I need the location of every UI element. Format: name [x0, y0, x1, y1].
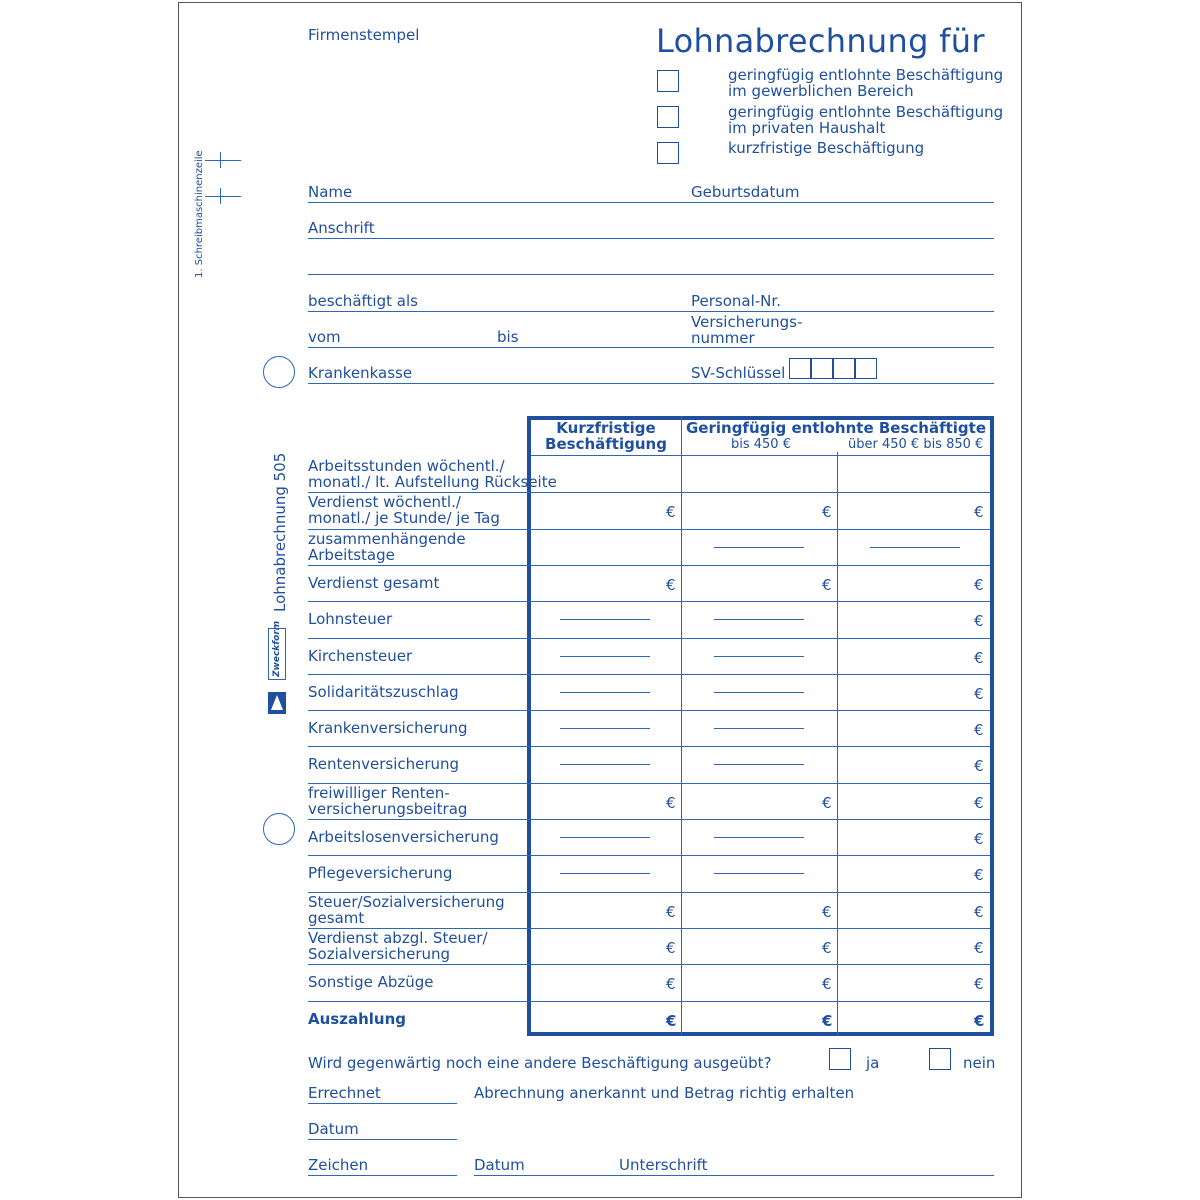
euro-sign: €	[822, 503, 832, 522]
option-privathaushalt-line1: geringfügig entlohnte Beschäftigung	[728, 103, 1004, 121]
not-applicable-dash	[560, 728, 650, 729]
brand-box	[268, 620, 286, 680]
datum-left-label: Datum	[308, 1120, 359, 1138]
euro-sign: €	[666, 1011, 677, 1030]
euro-sign: €	[666, 793, 676, 812]
personal-nr-label: Personal-Nr.	[691, 292, 781, 310]
euro-sign: €	[822, 793, 832, 812]
euro-sign: €	[974, 793, 984, 812]
row-label: Verdienst gesamt	[308, 573, 440, 592]
product-name-label: Lohnabrechnung 505	[271, 452, 289, 612]
euro-sign: €	[666, 503, 676, 522]
errechnet-field-line[interactable]	[308, 1103, 457, 1104]
table-row-divider	[308, 746, 990, 747]
row-label: Lohnsteuer	[308, 610, 393, 629]
euro-sign: €	[974, 902, 984, 921]
euro-sign: €	[974, 684, 984, 703]
anschrift-field-line[interactable]	[308, 238, 994, 239]
anschrift-label: Anschrift	[308, 219, 375, 237]
checkbox-ja[interactable]	[829, 1048, 851, 1070]
euro-sign: €	[822, 1011, 833, 1030]
table-col-divider-1	[681, 416, 682, 1036]
row-label-line2: gesamt	[308, 908, 365, 927]
not-applicable-dash	[714, 656, 804, 657]
beschaeftigt-field-line[interactable]	[308, 311, 994, 312]
col3-subheader: über 450 € bis 850 €	[848, 437, 984, 452]
table-row-divider	[308, 1001, 990, 1002]
krankenkasse-field-line[interactable]	[308, 383, 994, 384]
table-frame	[527, 416, 994, 1036]
not-applicable-dash	[714, 837, 804, 838]
beschaeftigt-als-label: beschäftigt als	[308, 292, 418, 310]
name-field-line[interactable]	[308, 202, 994, 203]
vom-bis-field-line[interactable]	[308, 347, 994, 348]
brand-label: Zweckform	[272, 620, 282, 677]
sv-schluessel-box-3[interactable]	[833, 358, 855, 379]
typewriter-mark-1	[205, 160, 241, 161]
unterschrift-field-line[interactable]	[474, 1175, 994, 1176]
not-applicable-dash	[560, 619, 650, 620]
euro-sign: €	[974, 503, 984, 522]
geburtsdatum-label: Geburtsdatum	[691, 183, 800, 201]
punch-hole-bottom	[263, 813, 295, 845]
not-applicable-dash	[560, 764, 650, 765]
option-kurzfristig-label: kurzfristige Beschäftigung	[728, 139, 925, 157]
row-label-line2: Arbeitstage	[308, 545, 395, 564]
not-applicable-dash	[714, 619, 804, 620]
col1-header-line1: Kurzfristige	[556, 419, 656, 437]
row-label: Arbeitslosenversicherung	[308, 828, 499, 846]
option-gewerblich-line1: geringfügig entlohnte Beschäftigung	[728, 66, 1004, 84]
andere-beschaeftigung-question: Wird gegenwärtig noch eine andere Beschäftigung ausgeübt?	[308, 1054, 772, 1072]
not-applicable-dash	[714, 873, 804, 874]
table-header-divider	[531, 455, 990, 456]
table-row-divider	[308, 964, 990, 965]
not-applicable-dash	[560, 656, 650, 657]
option-gewerblich-line2: im gewerblichen Bereich	[728, 82, 914, 100]
row-label: Auszahlung	[308, 1009, 406, 1028]
firmenstempel-label: Firmenstempel	[308, 26, 420, 44]
sv-schluessel-box-2[interactable]	[811, 358, 833, 379]
zeichen-label: Zeichen	[308, 1156, 369, 1174]
row-label: Arbeitsstunden wöchentl./	[308, 457, 505, 475]
not-applicable-dash	[714, 764, 804, 765]
row-label: Pflegeversicherung	[308, 864, 453, 883]
euro-sign: €	[666, 902, 676, 921]
sv-schluessel-label: SV-Schlüssel	[691, 364, 786, 382]
euro-sign: €	[666, 575, 676, 594]
unterschrift-label: Unterschrift	[619, 1156, 708, 1174]
name-label: Name	[308, 183, 353, 201]
table-row-divider	[308, 638, 990, 639]
euro-sign: €	[974, 866, 984, 885]
checkbox-nein[interactable]	[929, 1048, 951, 1070]
checkbox-kurzfristig[interactable]	[657, 142, 679, 164]
option-privathaushalt-line2: im privaten Haushalt	[728, 119, 886, 137]
euro-sign: €	[822, 902, 832, 921]
row-label: Krankenversicherung	[308, 719, 468, 738]
nein-label: nein	[963, 1054, 996, 1072]
row-label-line2: monatl./ je Stunde/ je Tag	[308, 509, 500, 528]
euro-sign: €	[974, 575, 984, 594]
table-row-divider	[308, 855, 990, 856]
versicherungsnummer-label-2: nummer	[691, 329, 755, 347]
euro-sign: €	[822, 938, 832, 957]
not-applicable-dash	[560, 692, 650, 693]
table-col-divider-2	[837, 452, 838, 1036]
row-label: zusammenhängende	[308, 529, 466, 548]
anschrift-field-line-2[interactable]	[308, 274, 994, 275]
datum-right-label: Datum	[474, 1156, 525, 1174]
not-applicable-dash	[714, 728, 804, 729]
euro-sign: €	[666, 975, 676, 994]
row-label: Verdienst abzgl. Steuer/	[308, 928, 488, 947]
not-applicable-dash	[870, 547, 960, 548]
col23-header: Geringfügig entlohnte Beschäftigte	[685, 419, 987, 437]
row-label-line2: monatl./ lt. Aufstellung Rückseite	[308, 473, 557, 491]
datum-left-field-line[interactable]	[308, 1139, 457, 1140]
zeichen-field-line[interactable]	[308, 1175, 457, 1176]
errechnet-label: Errechnet	[308, 1084, 381, 1102]
euro-sign: €	[974, 757, 984, 776]
euro-sign: €	[974, 830, 984, 848]
euro-sign: €	[822, 575, 832, 594]
not-applicable-dash	[560, 837, 650, 838]
row-label: Sonstige Abzüge	[308, 973, 434, 992]
row-label: Steuer/Sozialversicherung	[308, 892, 505, 911]
table-row-divider	[308, 819, 990, 820]
row-label-line2: versicherungsbeitrag	[308, 799, 468, 818]
row-label: Kirchensteuer	[308, 646, 413, 665]
not-applicable-dash	[714, 547, 804, 548]
ja-label: ja	[866, 1054, 880, 1072]
sv-schluessel-box-1[interactable]	[789, 358, 811, 379]
table-row-divider	[308, 565, 990, 566]
row-label: Verdienst wöchentl./	[308, 493, 461, 512]
checkbox-gewerblich[interactable]	[657, 70, 679, 92]
row-label: Solidaritätszuschlag	[308, 682, 459, 701]
table-row-divider	[308, 710, 990, 711]
checkbox-privathaushalt[interactable]	[657, 106, 679, 128]
schreibmaschinenzeile-label: 1. Schreibmaschinenzeile	[194, 150, 205, 278]
versicherungsnummer-label-1: Versicherungs-	[691, 313, 803, 331]
not-applicable-dash	[560, 873, 650, 874]
avery-logo-icon	[268, 692, 286, 714]
sv-schluessel-box-4[interactable]	[855, 358, 877, 379]
euro-sign: €	[822, 975, 832, 994]
euro-sign: €	[666, 938, 676, 957]
krankenkasse-label: Krankenkasse	[308, 364, 413, 382]
euro-sign: €	[974, 1011, 985, 1030]
table-row-divider	[308, 674, 990, 675]
not-applicable-dash	[714, 692, 804, 693]
col1-header-line2: Beschäftigung	[545, 435, 667, 453]
row-label: freiwilliger Renten-	[308, 783, 450, 802]
table-row-divider	[308, 601, 990, 602]
bis-label: bis	[497, 328, 519, 346]
col2-subheader: bis 450 €	[731, 437, 791, 452]
page-title: Lohnabrechnung für	[656, 22, 985, 60]
typewriter-tick-1	[220, 152, 221, 168]
euro-sign: €	[974, 975, 984, 994]
euro-sign: €	[974, 721, 984, 740]
typewriter-tick-2	[220, 188, 221, 204]
euro-sign: €	[974, 938, 984, 957]
row-label-line2: Sozialversicherung	[308, 944, 451, 963]
euro-sign: €	[974, 648, 984, 667]
punch-hole-top	[263, 356, 295, 388]
euro-sign: €	[974, 612, 984, 631]
row-label: Rentenversicherung	[308, 755, 460, 774]
anerkannt-label: Abrechnung anerkannt und Betrag richtig erhalten	[474, 1084, 855, 1102]
typewriter-mark-2	[205, 196, 241, 197]
vom-label: vom	[308, 328, 341, 346]
